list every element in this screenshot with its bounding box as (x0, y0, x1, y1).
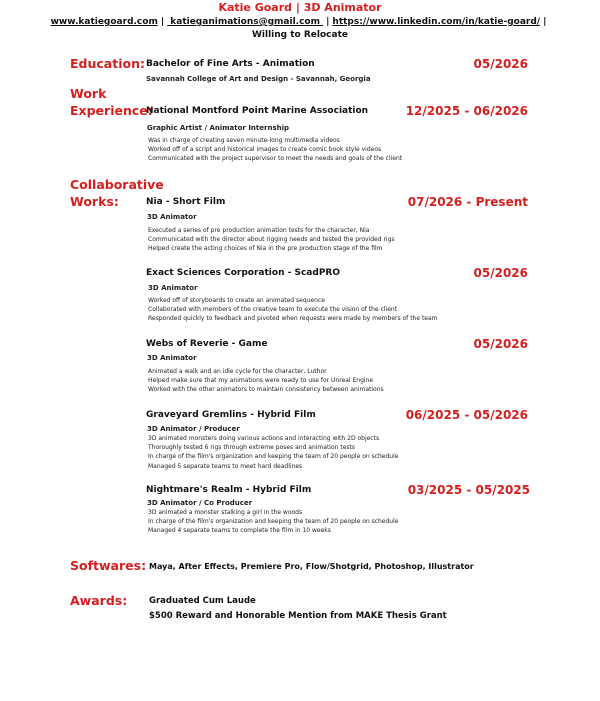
education-degree: Bachelor of Fine Arts - Animation (146, 59, 315, 69)
software-heading: Softwares: (70, 558, 147, 573)
bullet-text: Responded quickly to feedback and pivoted when requests were made by members of the team (148, 315, 438, 323)
education-heading: Education: (70, 56, 145, 71)
collab-entry-bullets (148, 226, 395, 254)
collab-entry-title: Nia - Short Film (146, 197, 226, 207)
collab-entry-role: 3D Animator / Co Producer (147, 499, 253, 507)
collab-entry-date: 03/2025 - 05/2025 (407, 483, 530, 497)
relocation-note: Willing to Relocate (252, 30, 348, 40)
collab-heading-line2: Works: (70, 194, 119, 209)
collab-entry-title: Nightmare's Realm - Hybrid Film (146, 485, 312, 495)
bullet-text: Worked with the other animators to maintain consistency between animations (148, 386, 384, 394)
collab-entry-date: 05/2026 (473, 337, 528, 351)
bullet-text: Communicated with the project supervisor to meet the needs and goals of the client (148, 155, 403, 163)
email-link[interactable]: katieganimations@gmail.com (167, 17, 324, 27)
work-date: 12/2025 - 06/2026 (405, 104, 528, 118)
collab-entry-date: 07/2026 - Present (407, 195, 528, 209)
bullet-text: Managed 5 separate teams to meet hard deadlines (148, 462, 303, 470)
collab-entry-date: 06/2025 - 05/2026 (405, 408, 528, 422)
work-heading-line1: Work (70, 86, 107, 101)
education-date: 05/2026 (473, 57, 528, 71)
bullet-text: Managed 4 separate teams to complete the film in 10 weeks (148, 527, 331, 535)
collab-entry-bullets (148, 367, 384, 395)
bullet-text: In charge of the film's organization and keeping the team of 20 people on schedule (148, 518, 399, 526)
bullet-text: In charge of the film's organization and keeping the team of 20 people on schedule (148, 453, 399, 461)
bullet-text: Was in charge of creating seven minute-long multimedia videos (148, 137, 340, 144)
bullet-text: Thoroughly tested 6 rigs through extreme poses and animation tests (148, 444, 355, 452)
awards-heading: Awards: (70, 593, 128, 608)
work-role: Graphic Artist / Animator Internship (147, 124, 289, 132)
contact-line (0, 17, 600, 27)
separator: | (326, 17, 330, 27)
collab-entry-bullets (148, 296, 438, 324)
work-heading-line2: Experience: (70, 103, 153, 118)
work-org: National Montford Point Marine Association (146, 106, 369, 116)
collab-entry-title: Webs of Reverie - Game (146, 339, 268, 349)
page-title: Katie Goard | 3D Animator (218, 1, 382, 14)
bullet-text: Worked off of storyboards to create an animated sequence (148, 297, 325, 304)
bullet-text: Collaborated with members of the creative team to execute the vision of the client (148, 306, 398, 314)
collab-entry-role: 3D Animator (147, 213, 197, 221)
collab-heading-line1: Collaborative (70, 177, 164, 192)
collab-entry-role: 3D Animator (147, 354, 197, 362)
website-link[interactable]: www.katiegoard.com (50, 17, 158, 27)
award-item: Graduated Cum Laude (149, 596, 256, 606)
collab-entry-title: Exact Sciences Corporation - ScadPRO (146, 268, 340, 278)
bullet-text: Communicated with the director about rigging needs and tested the provided rigs (148, 236, 395, 244)
collab-entry-role: 3D Animator (148, 284, 198, 292)
separator: | (160, 17, 165, 27)
bullet-text: 3D animated monsters doing various actions and interacting with 2D objects (148, 435, 380, 442)
linkedin-link[interactable]: https://www.linkedin.com/in/katie-goard/ (332, 17, 541, 27)
collab-entry-date: 05/2026 (473, 266, 528, 280)
collab-entry-bullets (148, 508, 398, 536)
collab-entry-bullets (148, 434, 398, 471)
award-item: $500 Reward and Honorable Mention from MAKE Thesis Grant (149, 611, 447, 621)
education-school: Savannah College of Art and Design - Savannah, Georgia (146, 75, 371, 83)
collab-entry-role: 3D Animator / Producer (147, 425, 240, 433)
bullet-text: Worked off of a script and historical images to create comic book style videos (148, 146, 382, 154)
collab-entry-title: Graveyard Gremlins - Hybrid Film (146, 410, 316, 420)
software-list: Maya, After Effects, Premiere Pro, Flow/Shotgrid, Photoshop, Illustrator (149, 562, 474, 571)
bullet-text: Executed a series of pre production animation tests for the character, Nia (148, 227, 370, 234)
bullet-text: Helped create the acting choices of Nia in the pre production stage of the film (148, 245, 383, 253)
bullet-text: Animated a walk and an idle cycle for the character, Luthor (148, 368, 327, 375)
bullet-text: 3D animated a monster stalking a girl in the woods (148, 509, 303, 516)
separator: | (543, 17, 547, 27)
work-bullets (148, 136, 402, 164)
bullet-text: Helped make sure that my animations were ready to use for Unreal Engine (148, 377, 374, 385)
